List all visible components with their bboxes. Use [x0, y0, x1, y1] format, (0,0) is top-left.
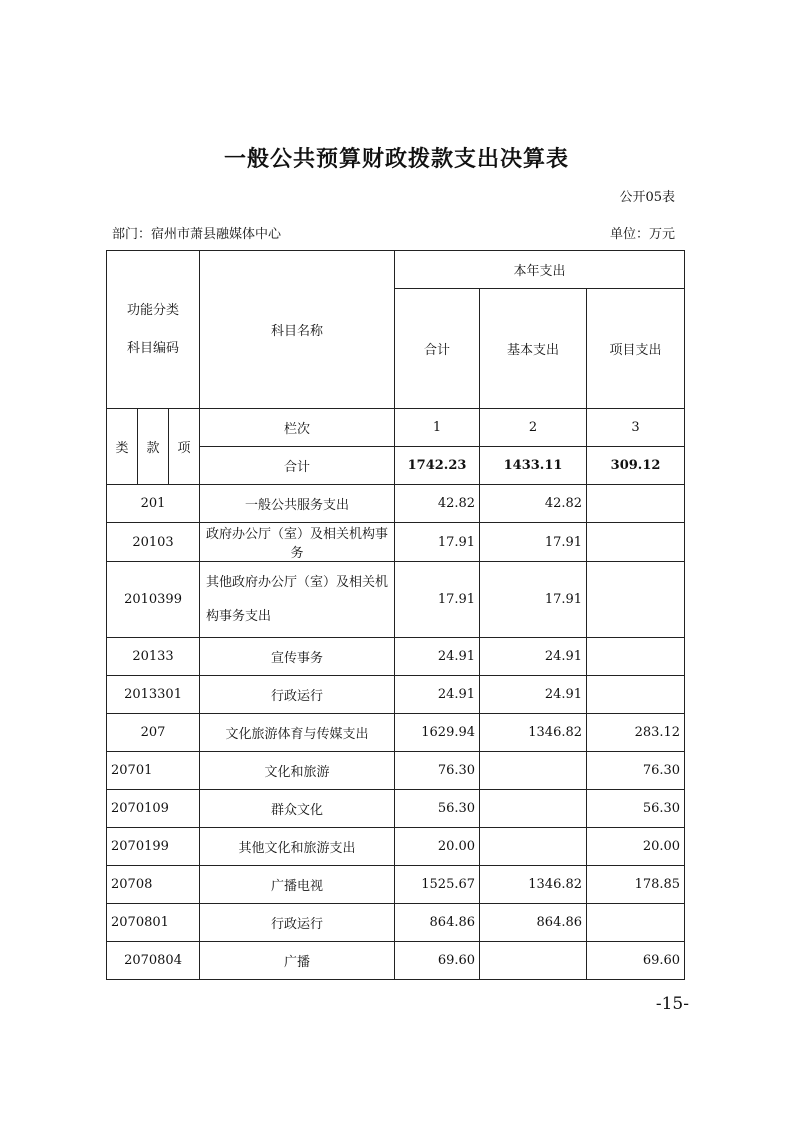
unit-label: 单位：万元 [609, 227, 675, 242]
row-basic: 24.91 [480, 676, 587, 714]
row-name: 一般公共服务支出 [200, 485, 395, 523]
column-number-1: 1 [395, 409, 480, 447]
row-total: 76.30 [395, 752, 480, 790]
row-basic [480, 790, 587, 828]
row-project: 283.12 [587, 714, 685, 752]
table-row [107, 638, 685, 676]
table-row [107, 562, 685, 638]
row-total: 24.91 [395, 638, 480, 676]
total-project: 309.12 [587, 447, 685, 485]
header-function-class [107, 251, 200, 409]
row-total: 42.82 [395, 485, 480, 523]
total-basic: 1433.11 [480, 447, 587, 485]
row-total: 1525.67 [395, 866, 480, 904]
row-total: 56.30 [395, 790, 480, 828]
header-function-class-line1: 功能分类 [127, 302, 180, 318]
row-project: 56.30 [587, 790, 685, 828]
row-project: 178.85 [587, 866, 685, 904]
row-name: 文化旅游体育与传媒支出 [200, 714, 395, 752]
row-basic [480, 828, 587, 866]
row-code: 2070199 [107, 828, 200, 866]
row-name: 广播电视 [200, 866, 395, 904]
total-sum: 1742.23 [395, 447, 480, 485]
row-name: 文化和旅游 [200, 752, 395, 790]
row-code: 20708 [107, 866, 200, 904]
row-total: 17.91 [395, 562, 480, 638]
header-kuan: 款 [138, 409, 169, 485]
row-code: 2010399 [107, 562, 200, 638]
row-basic: 42.82 [480, 485, 587, 523]
row-basic: 864.86 [480, 904, 587, 942]
row-name: 行政运行 [200, 676, 395, 714]
row-name: 其他政府办公厅（室）及相关机构事务支出 [200, 562, 395, 638]
row-basic [480, 942, 587, 980]
row-basic: 1346.82 [480, 866, 587, 904]
row-name: 宣传事务 [200, 638, 395, 676]
row-name: 群众文化 [200, 790, 395, 828]
row-name: 行政运行 [200, 904, 395, 942]
row-project [587, 523, 685, 562]
row-project [587, 676, 685, 714]
row-total: 17.91 [395, 523, 480, 562]
header-lei: 类 [107, 409, 138, 485]
row-total: 864.86 [395, 904, 480, 942]
row-total: 24.91 [395, 676, 480, 714]
row-code: 2070804 [107, 942, 200, 980]
row-total: 1629.94 [395, 714, 480, 752]
row-project [587, 638, 685, 676]
row-basic [480, 752, 587, 790]
header-xiang: 项 [169, 409, 200, 485]
row-name: 政府办公厅（室）及相关机构事务 [200, 523, 395, 562]
table-row [107, 485, 685, 523]
header-subject-name: 科目名称 [200, 251, 395, 409]
page-number: -15- [655, 994, 689, 1014]
table-row [107, 676, 685, 714]
table-row [107, 752, 685, 790]
row-project [587, 562, 685, 638]
row-code: 20133 [107, 638, 200, 676]
form-number: 公开05表 [619, 190, 675, 205]
row-total: 69.60 [395, 942, 480, 980]
row-project: 76.30 [587, 752, 685, 790]
row-project [587, 904, 685, 942]
table-row [107, 866, 685, 904]
row-basic: 1346.82 [480, 714, 587, 752]
row-basic: 17.91 [480, 523, 587, 562]
table-row [107, 714, 685, 752]
column-number-3: 3 [587, 409, 685, 447]
table-row [107, 942, 685, 980]
header-total: 合计 [395, 289, 480, 409]
row-code: 2070109 [107, 790, 200, 828]
table-row [107, 828, 685, 866]
row-name: 其他文化和旅游支出 [200, 828, 395, 866]
page-title: 一般公共预算财政拨款支出决算表 [223, 146, 569, 172]
header-project: 项目支出 [587, 289, 685, 409]
row-code: 201 [107, 485, 200, 523]
row-name: 广播 [200, 942, 395, 980]
row-code: 20701 [107, 752, 200, 790]
row-total: 20.00 [395, 828, 480, 866]
row-project [587, 485, 685, 523]
table-row [107, 790, 685, 828]
column-number-2: 2 [480, 409, 587, 447]
row-code: 207 [107, 714, 200, 752]
row-code: 2070801 [107, 904, 200, 942]
row-code: 20103 [107, 523, 200, 562]
table-row [107, 523, 685, 562]
total-row-label: 合计 [200, 447, 395, 485]
expenditure-table [106, 250, 685, 980]
header-current-year: 本年支出 [395, 251, 685, 289]
row-project: 20.00 [587, 828, 685, 866]
table-row [107, 904, 685, 942]
column-row-label: 栏次 [200, 409, 395, 447]
row-code: 2013301 [107, 676, 200, 714]
row-basic: 24.91 [480, 638, 587, 676]
department-label: 部门：宿州市萧县融媒体中心 [112, 227, 282, 242]
header-basic: 基本支出 [480, 289, 587, 409]
row-basic: 17.91 [480, 562, 587, 638]
header-function-class-line2: 科目编码 [127, 340, 180, 356]
row-project: 69.60 [587, 942, 685, 980]
